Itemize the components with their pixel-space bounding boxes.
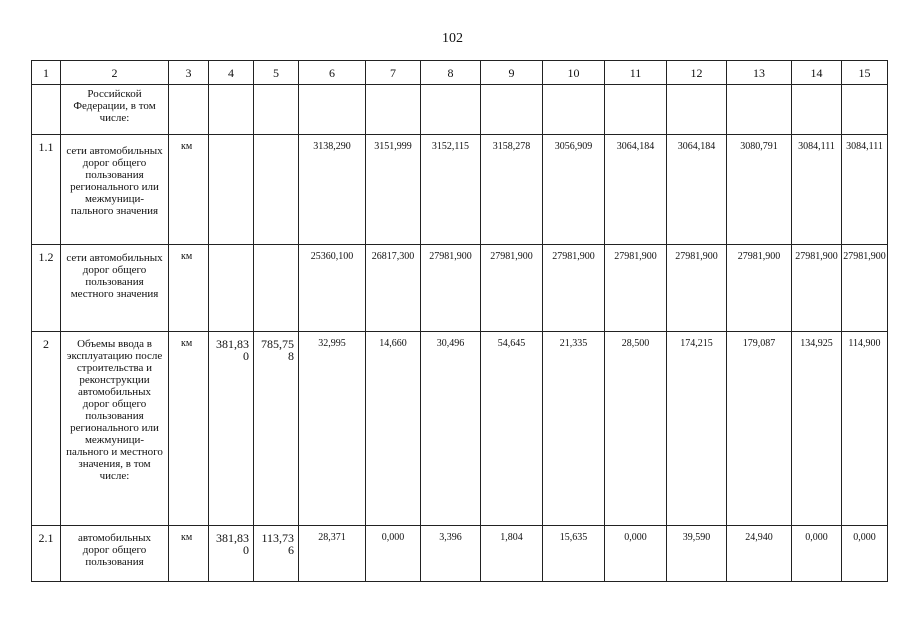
row-unit: км (169, 526, 209, 582)
cell-value: 25360,100 (299, 245, 366, 332)
table-row (32, 135, 888, 245)
table-row (32, 526, 888, 582)
row-unit: км (169, 135, 209, 245)
cell-value (366, 85, 421, 135)
row-unit: км (169, 245, 209, 332)
column-header: 8 (421, 61, 481, 85)
cell-value (605, 85, 667, 135)
cell-value: 3084,111 (842, 135, 888, 245)
cell-value: 27981,900 (792, 245, 842, 332)
row-description: Объемы ввода в эксплуатацию после строительства и реконструкции автомобильных дорог общего пользования регионального или межмуници-пального и местного значения, в том числе: (61, 332, 169, 526)
row-description: автомобильных дорог общего пользования (61, 526, 169, 582)
cell-value: 174,215 (667, 332, 727, 526)
column-header: 7 (366, 61, 421, 85)
cell-value: 27981,900 (605, 245, 667, 332)
cell-value: 28,500 (605, 332, 667, 526)
cell-value (792, 85, 842, 135)
data-table (31, 60, 888, 582)
cell-value: 21,335 (543, 332, 605, 526)
cell-col4 (209, 85, 254, 135)
cell-value: 3056,909 (543, 135, 605, 245)
cell-col4 (209, 135, 254, 245)
cell-col5 (254, 135, 299, 245)
table-row (32, 332, 888, 526)
table-row (32, 245, 888, 332)
column-header: 5 (254, 61, 299, 85)
cell-value: 3064,184 (605, 135, 667, 245)
cell-value (299, 85, 366, 135)
cell-value: 27981,900 (543, 245, 605, 332)
row-description: сети автомобильных дорог общего пользования регионального или межмуници-пального значения (61, 135, 169, 245)
column-header: 3 (169, 61, 209, 85)
cell-col4: 381,830 (209, 332, 254, 526)
cell-value (667, 85, 727, 135)
column-header: 11 (605, 61, 667, 85)
row-description: Российской Федерации, в том числе: (61, 85, 169, 135)
row-number: 1.1 (32, 135, 61, 245)
cell-value: 3084,111 (792, 135, 842, 245)
row-number: 2.1 (32, 526, 61, 582)
cell-value: 27981,900 (421, 245, 481, 332)
column-header: 15 (842, 61, 888, 85)
cell-value: 32,995 (299, 332, 366, 526)
cell-value: 134,925 (792, 332, 842, 526)
column-header: 13 (727, 61, 792, 85)
cell-value: 3064,184 (667, 135, 727, 245)
cell-col4 (209, 245, 254, 332)
cell-value: 3138,290 (299, 135, 366, 245)
cell-value: 27981,900 (481, 245, 543, 332)
cell-value: 0,000 (842, 526, 888, 582)
column-header: 6 (299, 61, 366, 85)
column-header: 12 (667, 61, 727, 85)
column-header: 10 (543, 61, 605, 85)
cell-value: 27981,900 (667, 245, 727, 332)
column-header: 9 (481, 61, 543, 85)
cell-value: 26817,300 (366, 245, 421, 332)
cell-value (481, 85, 543, 135)
cell-value: 3158,278 (481, 135, 543, 245)
row-number (32, 85, 61, 135)
cell-value: 3,396 (421, 526, 481, 582)
column-header: 4 (209, 61, 254, 85)
row-unit (169, 85, 209, 135)
row-number: 2 (32, 332, 61, 526)
cell-value: 30,496 (421, 332, 481, 526)
cell-value: 39,590 (667, 526, 727, 582)
cell-value (421, 85, 481, 135)
cell-value (727, 85, 792, 135)
cell-value: 0,000 (605, 526, 667, 582)
table-row (32, 85, 888, 135)
cell-value: 114,900 (842, 332, 888, 526)
cell-value: 1,804 (481, 526, 543, 582)
cell-col5 (254, 245, 299, 332)
cell-col5 (254, 85, 299, 135)
cell-value: 0,000 (792, 526, 842, 582)
row-description: сети автомобильных дорог общего пользования местного значения (61, 245, 169, 332)
cell-value: 3152,115 (421, 135, 481, 245)
column-header: 14 (792, 61, 842, 85)
column-header: 1 (32, 61, 61, 85)
cell-value: 15,635 (543, 526, 605, 582)
cell-value: 3080,791 (727, 135, 792, 245)
header-row (32, 61, 888, 85)
cell-value: 179,087 (727, 332, 792, 526)
page-number: 102 (442, 31, 463, 46)
cell-value: 3151,999 (366, 135, 421, 245)
cell-value: 0,000 (366, 526, 421, 582)
cell-value: 54,645 (481, 332, 543, 526)
row-number: 1.2 (32, 245, 61, 332)
cell-col5: 785,758 (254, 332, 299, 526)
cell-value: 24,940 (727, 526, 792, 582)
cell-col5: 113,736 (254, 526, 299, 582)
cell-value: 14,660 (366, 332, 421, 526)
cell-value (842, 85, 888, 135)
cell-value: 27981,900 (727, 245, 792, 332)
cell-value (543, 85, 605, 135)
cell-value: 27981,900 (842, 245, 888, 332)
row-unit: км (169, 332, 209, 526)
column-header: 2 (61, 61, 169, 85)
cell-col4: 381,830 (209, 526, 254, 582)
cell-value: 28,371 (299, 526, 366, 582)
